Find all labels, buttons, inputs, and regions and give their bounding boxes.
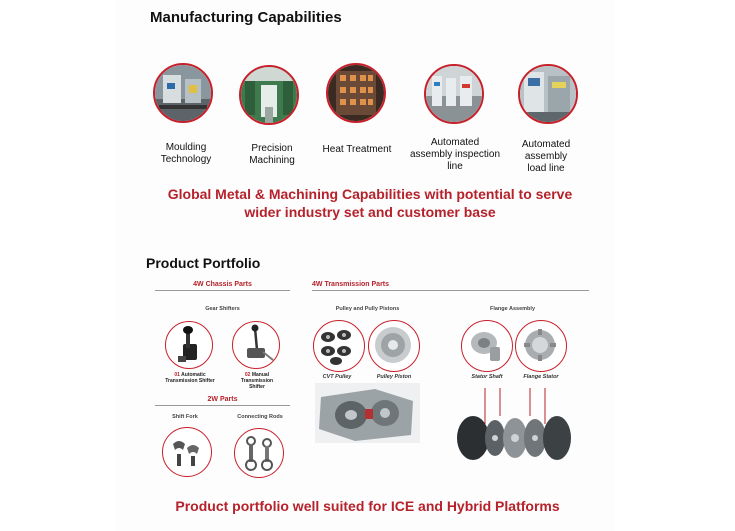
capability-label-load-line [508, 139, 584, 175]
flange-stator-caption: Flange Stator [523, 374, 559, 380]
automatic-shifter-caption [158, 372, 222, 384]
torque-converter-exploded-photo [455, 386, 575, 470]
chassis-section-header: 4W Chassis Parts [155, 281, 290, 291]
manufacturing-tagline: Global Metal & Machining Capabilities with potential to serve wider industry set and customer base [167, 186, 573, 220]
manual-shifter-caption [234, 372, 280, 390]
manufacturing-title: Manufacturing Capabilities [150, 9, 342, 26]
flange-group-heading: Flange Assembly [489, 306, 536, 312]
pulley-piston-caption: Pulley Piston [376, 374, 412, 380]
gear-shifters-heading: Gear Shifters [205, 306, 240, 312]
capability-label-inspection-line-text: Automated assembly inspection line [409, 137, 501, 172]
manual-shifter-label: Manual Transmission Shifter [240, 372, 274, 390]
capability-label-load-line-text: Automated assembly load line [521, 139, 571, 174]
capability-label-moulding-text: Moulding Technology [160, 142, 212, 165]
portfolio-title: Product Portfolio [146, 255, 261, 271]
capability-label-heat-treatment [316, 144, 398, 156]
shift-fork-heading: Shift Fork [172, 414, 198, 420]
automatic-shifter-label: Automatic Transmission Shifter [165, 372, 215, 384]
load-line-photo [518, 64, 578, 124]
cvt-pulley-photo [313, 320, 365, 372]
manual-shifter-photo [232, 321, 280, 369]
connecting-rods-photo [234, 428, 284, 478]
stator-shaft-caption: Stator Shaft [471, 374, 503, 380]
manual-shifter-num: 02 [244, 372, 251, 378]
shift-fork-photo [162, 427, 212, 477]
connecting-rods-heading: Connecting Rods [237, 414, 283, 420]
pulley-piston-photo [368, 320, 420, 372]
capability-label-machining [236, 143, 308, 167]
capability-label-machining-text: Precision Machining [249, 143, 295, 166]
capability-label-moulding [150, 142, 222, 166]
machining-line-photo [239, 65, 299, 125]
flange-stator-photo [515, 320, 567, 372]
capability-label-heat-treatment-text: Heat Treatment [322, 144, 392, 155]
inspection-line-photo [424, 64, 484, 124]
pulley-group-heading: Pulley and Pully Pistons [335, 306, 400, 312]
automatic-shifter-num: 01 [174, 372, 180, 378]
capability-label-inspection-line [405, 137, 505, 173]
twowheeler-section-header: 2W Parts [155, 396, 290, 406]
moulding-machine-photo [153, 63, 213, 123]
transmission-section-header: 4W Transmission Parts [312, 281, 589, 291]
automatic-shifter-photo [165, 321, 213, 369]
furnace-photo [326, 63, 386, 123]
cvt-transmission-photo [315, 383, 420, 443]
portfolio-tagline: Product portfolio well suited for ICE and Hybrid Platforms [175, 498, 560, 514]
stator-shaft-photo [461, 320, 513, 372]
cvt-pulley-caption: CVT Pulley [322, 374, 352, 380]
